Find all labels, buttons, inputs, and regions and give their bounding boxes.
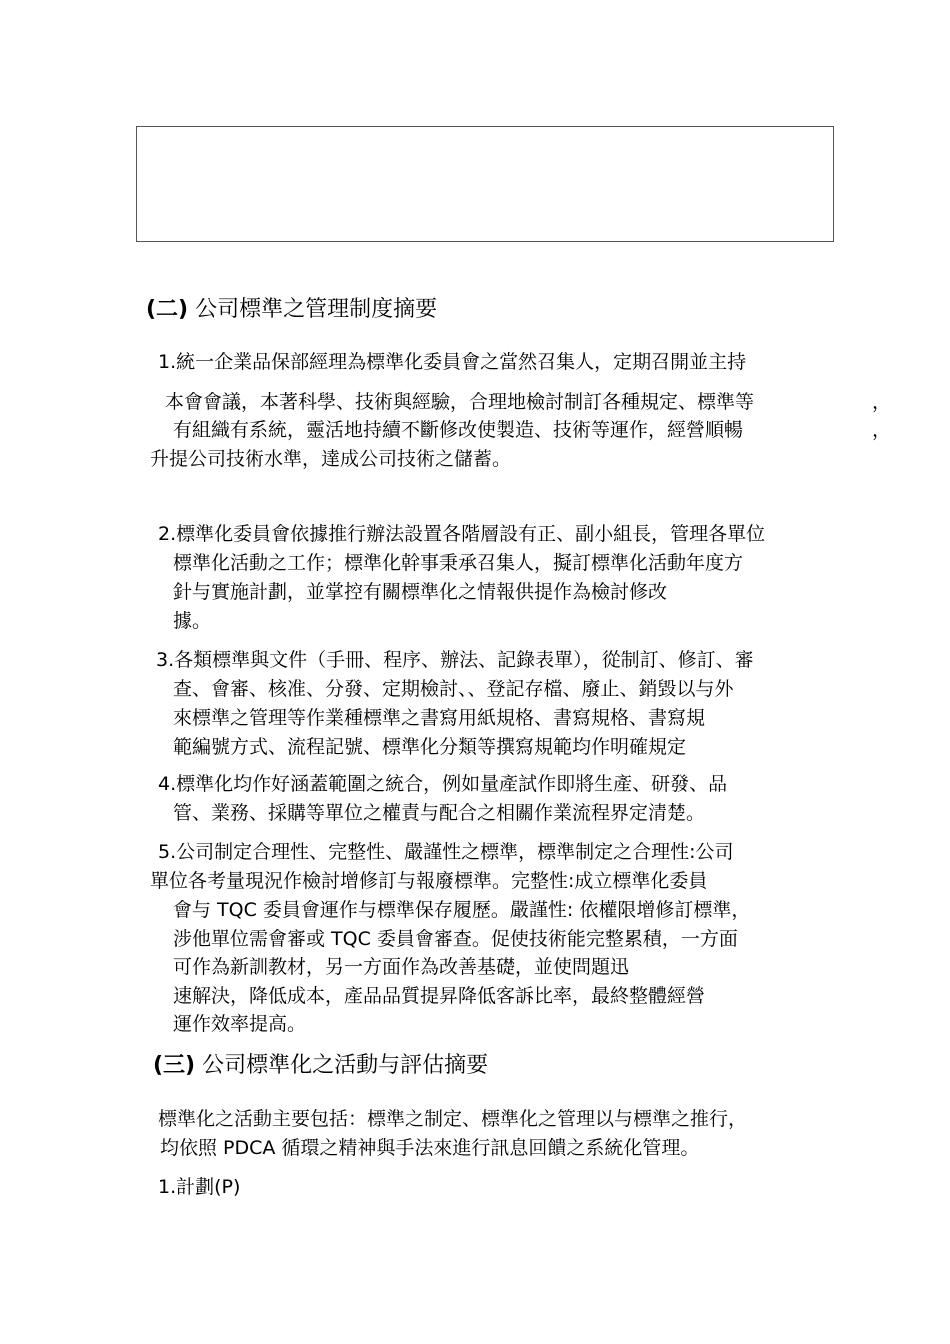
item-3-line-3: 來標準之管理等作業種標準之書寫用紙規格、書寫規格、書寫規 bbox=[173, 707, 706, 729]
item-5-line-2: 單位各考量現況作檢討增修訂与報廢標準。完整性:成立標準化委員 bbox=[150, 870, 708, 892]
item-5-line-7: 運作效率提高。 bbox=[173, 1013, 307, 1035]
section-2-title: 公司標準之管理制度摘要 bbox=[195, 297, 438, 322]
item-4-line-1: 4.標準化均作好涵蓋範圍之統合，例如量產試作即將生產、研發、品 bbox=[158, 773, 728, 795]
section-2-number: (二) bbox=[146, 297, 189, 322]
item-2-line-3: 針与實施計劃，並掌控有關標準化之情報供提作為檢討修改 bbox=[173, 581, 668, 603]
item-2-line-4: 據。 bbox=[173, 610, 212, 632]
item-3-line-2: 查、會審、核准、分發、定期檢討、、登記存檔、廢止、銷毀以与外 bbox=[173, 678, 734, 700]
item-1-comma-1: ， bbox=[872, 391, 892, 413]
item-5-line-1: 5.公司制定合理性、完整性、嚴謹性之標準，標準制定之合理性:公司 bbox=[158, 841, 734, 863]
section-3-heading bbox=[153, 1052, 488, 1080]
section-3-item-1: 1.計劃(P) bbox=[158, 1176, 241, 1198]
section-3-intro-line-2: 均依照 PDCA 循環之精神與手法來進行訊息回饋之系統化管理。 bbox=[160, 1137, 700, 1159]
item-5-line-4: 涉他單位需會審或 TQC 委員會審查。促使技術能完整累積，一方面 bbox=[173, 928, 738, 950]
section-2-heading bbox=[146, 296, 437, 324]
item-4-line-2: 管、業務、採購等單位之權責与配合之相關作業流程界定清楚。 bbox=[173, 802, 706, 824]
item-2-line-2: 標準化活動之工作；標準化幹事秉承召集人，擬訂標準化活動年度方 bbox=[173, 552, 744, 574]
item-5-line-3: 會与 TQC 委員會運作与標準保存履歷。嚴謹性: 依權限增修訂標準， bbox=[173, 899, 751, 921]
item-1-line-3: 有組織有系統，靈活地持續不斷修改使製造、技術等運作，經營順暢 bbox=[173, 419, 744, 441]
item-2-line-1: 2.標準化委員會依據推行辦法設置各階層設有正、副小組長，管理各單位 bbox=[158, 523, 766, 545]
empty-frame bbox=[136, 126, 834, 242]
item-1-line-1: 1.統一企業品保部經理為標準化委員會之當然召集人，定期召開並主持 bbox=[158, 351, 747, 373]
item-5-line-6: 速解決，降低成本，產品品質提昇降低客訴比率，最終整體經營 bbox=[173, 985, 706, 1007]
item-3-line-4: 範編號方式、流程記號、標準化分類等撰寫規範均作明確規定 bbox=[173, 736, 687, 758]
section-3-title: 公司標準化之活動与評估摘要 bbox=[202, 1053, 489, 1078]
section-3-intro-line-1: 標準化之活動主要包括：標準之制定、標準化之管理以与標準之推行， bbox=[158, 1108, 748, 1130]
section-3-number: (三) bbox=[153, 1053, 196, 1078]
item-1-comma-2: ， bbox=[872, 419, 892, 441]
item-5-line-5: 可作為新訓教材，另一方面作為改善基礎，並使問題迅 bbox=[173, 956, 630, 978]
item-1-line-2: 本會會議，本著科學、技術與經驗，合理地檢討制訂各種規定、標準等 bbox=[165, 391, 755, 413]
item-1-line-4: 升提公司技術水準，達成公司技術之儲蓄。 bbox=[150, 448, 512, 470]
item-3-line-1: 3.各類標準與文件（手冊、程序、辦法、記錄表單），從制訂、修訂、審 bbox=[156, 649, 754, 671]
